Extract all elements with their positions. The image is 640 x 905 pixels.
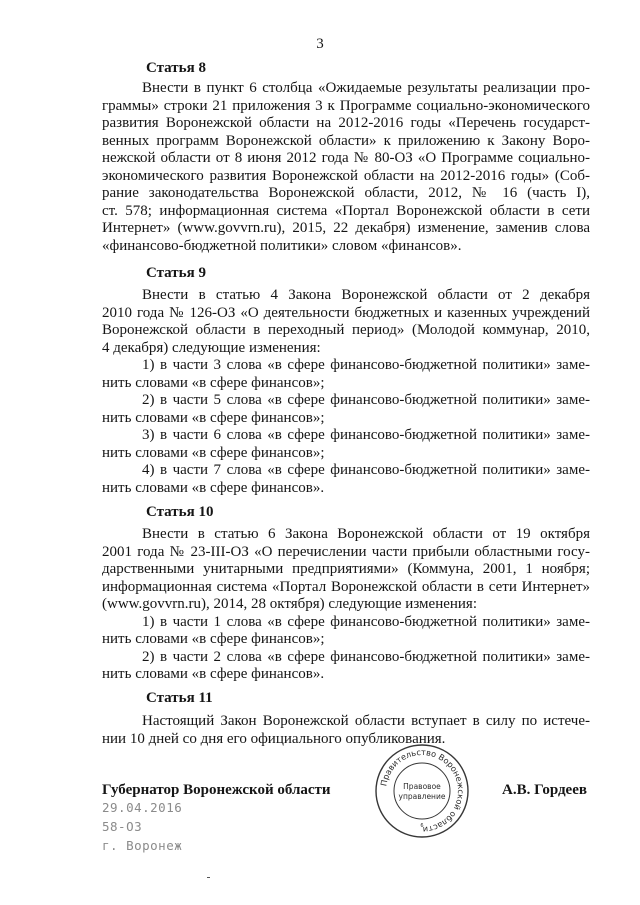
article-10-line: Внести в статью 6 Закона Воронежской области от 19 октября [142,526,590,542]
article-8-line: нежской области от 8 июня 2012 года № 80-ОЗ «О Программе социально- [102,150,590,166]
article-9-line: нить словами «в сфере финансов»; [102,444,325,461]
article-11-line: нии 10 дней со дня его официального опубликования. [102,730,446,747]
article-11-line: Настоящий Закон Воронежской области вступает в силу по истече- [142,713,590,729]
article-9-line: 2010 года № 126-ОЗ «О деятельности бюджетных и казенных учреждений [102,304,590,321]
page-number: 3 [316,36,324,52]
article-11-body [102,713,590,748]
article-8-heading: Статья 8 [146,60,206,76]
article-9-line: 2) в части 5 слова «в сфере финансово-бюджетной политики» заме- [142,392,590,408]
article-9-heading: Статья 9 [146,265,206,281]
article-8-body [102,80,590,255]
seal-outer-text: Правительство Воронежской области [378,746,467,836]
article-10-line: 1) в части 1 слова «в сфере финансово-бюджетной политики» заме- [142,613,590,630]
article-8-line: ст. 578; информационная система «Портал Воронежской области в сети [102,202,590,219]
article-9-line: нить словами «в сфере финансов»; [102,374,325,391]
article-10-body [102,526,590,684]
seal-mark: 6 [420,823,424,829]
article-10-line: нить словами «в сфере финансов»; [102,631,325,647]
article-10-heading: Статья 10 [146,504,214,520]
signature-title: Губернатор Воронежской области [102,782,331,798]
article-9-line: 3) в части 6 слова «в сфере финансово-бюджетной политики» заме- [142,427,590,443]
seal-inner-ring [394,763,450,819]
article-9-line: 4) в части 7 слова «в сфере финансово-бюджетной политики» заме- [142,462,590,478]
stamp-date: 29.04.2016 [102,800,183,815]
seal-center-line2: управление [398,792,446,801]
article-9-line: Воронежской области в переходный период» (Молодой коммунар, 2010, [102,322,590,338]
article-8-line: Интернет» (www.govvrn.ru), 2015, 22 декабря) изменение, заменив слова [102,220,590,236]
article-8-line: граммы» строки 21 приложения 3 к Программе социально-экономического [102,97,590,114]
article-9-line: нить словами «в сфере финансов»; [102,409,325,426]
article-8-line: развития Воронежской области на 2012-2016 годы «Перечень государст- [102,115,590,131]
signature-name: А.В. Гордеев [502,782,587,798]
article-10-line: 2001 года № 23-III-ОЗ «О перечислении части прибыли областными госу- [102,543,590,560]
official-seal [374,743,470,839]
article-9-line: 4 декабря) следующие изменения: [102,339,321,356]
article-8-line: экономического развития Воронежской области на 2012-2016 годы» (Соб- [102,167,590,184]
article-10-line: информационная система «Портал Воронежской области в сети Интернет» [102,578,590,595]
article-10-line: 2) в части 2 слова «в сфере финансово-бюджетной политики» заме- [142,648,590,665]
seal-center-line1: Правовое [403,782,441,791]
article-9-line: 1) в части 3 слова «в сфере финансово-бюджетной политики» заме- [142,357,590,373]
article-9-line: Внести в статью 4 Закона Воронежской области от 2 декабря [142,287,590,303]
article-8-line: венных программ Воронежской области» к приложению к Закону Воро- [102,132,590,149]
article-10-line: нить словами «в сфере финансов». [102,666,325,682]
article-8-line: «финансово-бюджетной политики» словом «финансов». [102,237,462,254]
article-10-line: дарственными унитарными предприятиями» (Коммуна, 2001, 1 ноября; [102,561,590,577]
article-9-line: нить словами «в сфере финансов». [102,479,325,496]
stamp-number: 58-ОЗ [102,819,143,834]
article-8-line: рание законодательства Воронежской области, 2012, № 16 (часть I), [102,185,590,201]
article-10-line: (www.govvrn.ru), 2014, 28 октября) следующие изменения: [102,596,477,612]
article-9-body [102,287,590,497]
scan-mark [207,877,210,878]
article-11-heading: Статья 11 [146,690,213,706]
stamp-city: г. Воронеж [102,838,183,853]
article-8-line: Внести в пункт 6 столбца «Ожидаемые результаты реализации про- [142,80,590,96]
